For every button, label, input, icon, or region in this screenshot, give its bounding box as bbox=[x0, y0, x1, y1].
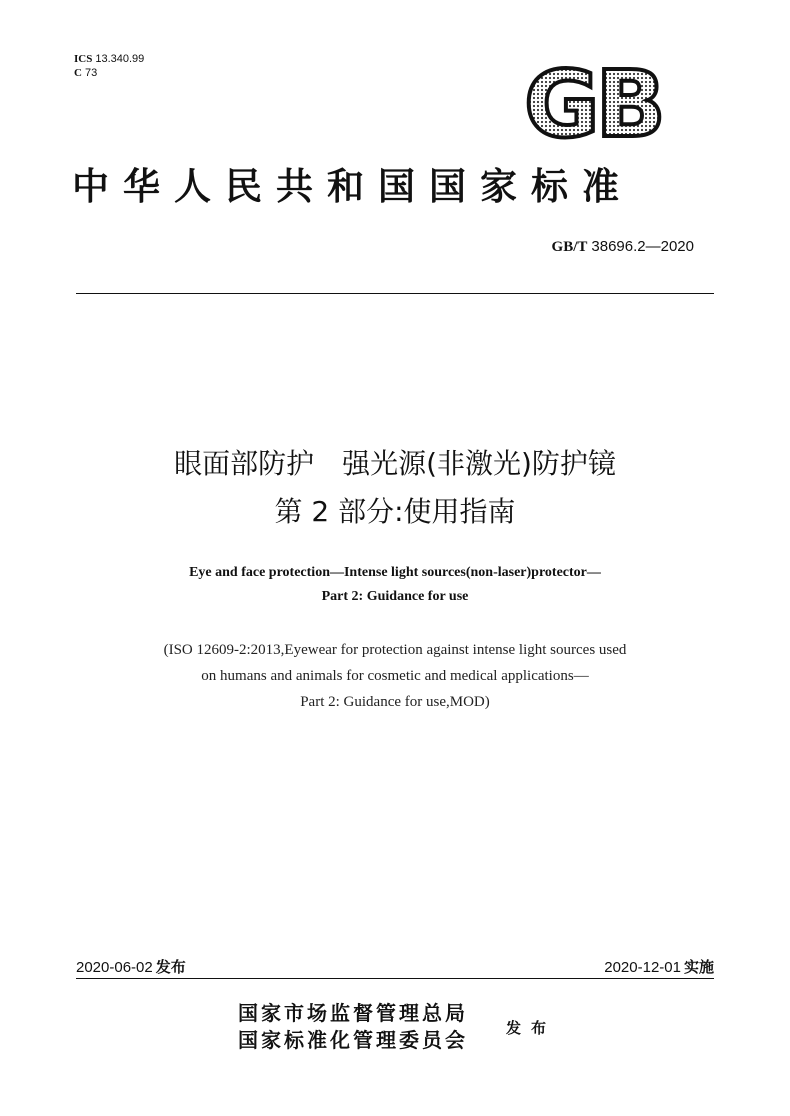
classification-codes bbox=[74, 52, 144, 80]
iso-reference-line-2: on humans and animals for cosmetic and medical applications— bbox=[201, 668, 589, 684]
issue-label: 发布 bbox=[506, 1019, 557, 1037]
gb-logo bbox=[512, 60, 674, 142]
standard-prefix: GB/T bbox=[551, 239, 588, 255]
issuer-2: 国家标准化管理委员会 bbox=[238, 1028, 468, 1052]
english-title-line-1: Eye and face protection—Intense light sources(non-laser)protector— bbox=[189, 565, 601, 580]
issue-date bbox=[76, 956, 186, 977]
ics-line bbox=[74, 52, 144, 66]
issuing-authorities bbox=[238, 1000, 468, 1054]
implementation-date-value: 2020-12-01 bbox=[604, 959, 681, 976]
bottom-divider bbox=[76, 978, 714, 979]
ccs-label: C bbox=[74, 67, 82, 79]
standard-number bbox=[552, 238, 694, 256]
ccs-code: 73 bbox=[84, 67, 98, 79]
implementation-date-label: 实施 bbox=[683, 958, 714, 976]
ccs-line bbox=[74, 66, 144, 80]
issue-date-value: 2020-06-02 bbox=[76, 959, 153, 976]
ics-code: 13.340.99 bbox=[95, 53, 145, 65]
national-standard-heading: 中华人民共和国国家标准 bbox=[72, 164, 633, 208]
ics-label: ICS bbox=[74, 53, 93, 65]
issue-date-label: 发布 bbox=[155, 958, 186, 976]
svg-text:GB: GB bbox=[524, 60, 662, 142]
english-title-line-2: Part 2: Guidance for use bbox=[321, 589, 469, 604]
implementation-date bbox=[604, 956, 714, 977]
issuer-1: 国家市场监督管理总局 bbox=[238, 1001, 468, 1025]
iso-reference-line-3: Part 2: Guidance for use,MOD) bbox=[300, 694, 490, 710]
chinese-title-line-2: 第 2 部分:使用指南 bbox=[274, 495, 516, 528]
chinese-title-line-1: 眼面部防护 强光源(非激光)防护镜 bbox=[174, 447, 616, 480]
iso-reference-line-1: (ISO 12609-2:2013,Eyewear for protection against intense light sources used bbox=[163, 642, 627, 658]
standard-code: 38696.2—2020 bbox=[591, 238, 694, 255]
top-divider bbox=[76, 293, 714, 294]
